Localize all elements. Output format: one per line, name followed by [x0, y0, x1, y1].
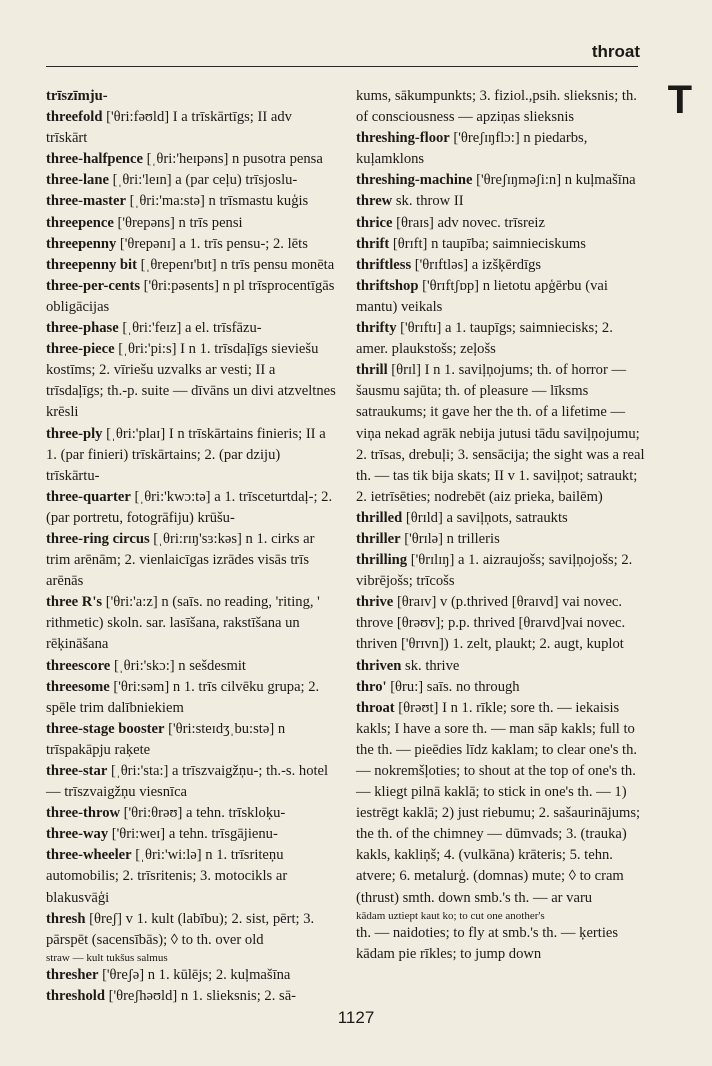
entry-definition: ['θrɪlə] n trilleris — [400, 530, 500, 547]
dictionary-entry — [46, 986, 336, 1007]
entry-headword: three-per-cents — [46, 277, 141, 294]
dictionary-entry — [46, 965, 336, 986]
dictionary-entry — [356, 909, 646, 923]
entry-definition: [θrɪl] I n 1. saviļņojums; th. of horror — šausmu sajūta; th. of pleasure — līksms satraukums; it gave her the th. of a lifetime — viņa nekad agrāk nebija jutusi tādu saviļņojumu; 2. trīsas, drebuļi; 3. sensācija; the sight was a real th. — tas tik bija skats; II v 1. saviļņot; satraukt; 2. ietrīsēties; nodrebēt (aiz prieka, bailēm) — [356, 362, 645, 505]
entry-headword: threw — [356, 193, 393, 210]
entry-headword: three-quarter — [46, 488, 131, 505]
entry-definition: [ˌθri:rɪŋ'sɜ:kəs] n 1. cirks ar trim arēnām; 2. vienlaicīgas izrādes visās trīs arēnās — [46, 530, 315, 590]
dictionary-entry — [46, 487, 336, 529]
entry-definition: [ˌθri:'ma:stə] n trīsmastu kuģis — [125, 193, 309, 210]
dictionary-entry — [356, 170, 646, 191]
entry-headword: threepence — [46, 214, 114, 231]
dictionary-entry — [46, 424, 336, 487]
dictionary-entry — [356, 677, 646, 698]
entry-headword: three-ring circus — [46, 530, 150, 547]
dictionary-entry — [356, 255, 646, 276]
entry-definition: ['θri:'a:z] n (saīs. no reading, 'riting, ' rithmetic) skoln. sar. lasīšana, rakstīšana un rēķināšana — [46, 594, 320, 653]
entry-headword: three-piece — [46, 341, 115, 358]
entry-definition: [ˌθri:'leɪn] a (par ceļu) trīsjoslu- — [108, 172, 298, 189]
entry-headword: thrice — [356, 214, 393, 231]
dictionary-entry — [46, 276, 336, 318]
entry-definition: [θrɪft] n taupība; saimnieciskums — [389, 235, 586, 252]
entry-definition: ['θrepənɪ] a 1. trīs pensu-; 2. lēts — [116, 235, 308, 252]
dictionary-entry — [46, 149, 336, 170]
entry-headword: throat — [356, 699, 395, 716]
entry-definition: ['θri:səm] n 1. trīs cilvēku grupa; 2. spēle trim dalībniekiem — [46, 678, 320, 716]
header-rule — [46, 66, 638, 67]
entry-headword: three-master — [46, 193, 126, 210]
right-column — [356, 86, 646, 965]
dictionary-entry — [356, 318, 646, 360]
entry-headword: thriftshop — [356, 277, 419, 294]
dictionary-entry — [356, 592, 646, 655]
entry-definition: th. — naidoties; to fly at smb.'s th. — ķerties kādam pie rīkles; to jump down — [356, 924, 619, 962]
dictionary-entry — [46, 845, 336, 908]
dictionary-entry — [356, 128, 646, 170]
entry-definition: ['θreʃhəʊld] n 1. slieksnis; 2. sā- — [104, 987, 297, 1004]
entry-definition: [ˌθri:'pi:s] I n 1. trīsdaļīgs sieviešu kostīms; 2. vīriešu uzvalks ar vesti; II a trīsdaļīgs; th.-p. suite — dīvāns un divi atzveltnes krēsli — [46, 341, 336, 421]
dictionary-entry — [46, 191, 336, 212]
entry-definition: straw — kult tukšus salmus — [46, 951, 168, 964]
entry-headword: thriven — [356, 657, 402, 674]
entry-definition: [θraɪv] v (p.thrived [θraɪvd] vai novec. throve [θrəʊv]; p.p. thrived [θraɪvd]vai novec. thriven ['θrɪvn]) 1. zelt, plaukt; 2. augt, kuplot — [356, 594, 626, 653]
entry-headword: threepenny bit — [46, 256, 137, 273]
entry-headword: thriller — [356, 530, 401, 547]
entry-definition: [ˌθri:'plaɪ] I n trīskārtains finieris; II a 1. (par finieri) trīskārtains; 2. (par dziju) trīskārtu- — [46, 425, 326, 484]
entry-definition: ['θrɪlɪŋ] a 1. aizraujošs; saviļņojošs; 2. vibrējošs; trīcošs — [356, 552, 633, 590]
entry-definition: sk. throw II — [392, 193, 464, 210]
entry-definition: ['θreʃə] n 1. kūlējs; 2. kuļmašīna — [98, 966, 291, 983]
dictionary-entry — [356, 276, 646, 318]
entry-definition: [θru:] saīs. no through — [386, 678, 520, 695]
running-head: throat — [591, 42, 640, 61]
entry-definition: ['θrepəns] n trīs pensi — [113, 214, 243, 231]
entry-definition: ['θri:pəsents] n pl trīsprocentīgās obligācijas — [46, 277, 335, 315]
dictionary-entry — [46, 677, 336, 719]
entry-headword: three-phase — [46, 320, 119, 337]
dictionary-entry — [46, 909, 336, 951]
entry-definition: [θrəʊt] I n 1. rīkle; sore th. — iekaisis kakls; I have a sore th. — man sāp kakls; full to the th. — pieēdies līdz kaklam; to clear one's th. — nokremšļoties; to shout at the top of one's th. — kliegt pilnā kaklā; to stick in one's th. — 1) iestrēgt kaklā; 2) just riebumu; 2. sašaurinājums; the th. of the chimney — dūmvads; 3. (trauka) kakls, kakliņš; 4. (vulkāna) krāteris; 5. tehn. atvere; 6. metalurģ. (domnas) mute; ◊ to cram (thrust) smth. down smb.'s th. — ar varu — [356, 699, 641, 906]
thumb-index-letter: T — [667, 78, 692, 122]
entry-definition: [θreʃ] v 1. kult (labību); 2. sist, pērt; 3. pārspēt (sacensībās); ◊ to th. over old — [46, 910, 315, 948]
dictionary-entry — [356, 698, 646, 909]
entry-definition: [θraɪs] adv novec. trīsreiz — [392, 214, 545, 231]
entry-definition: ['θri:θrəʊ] a tehn. trīskloķu- — [120, 805, 286, 822]
entry-headword: thrifty — [356, 320, 397, 337]
dictionary-entry — [356, 529, 646, 550]
entry-headword: thriftless — [356, 256, 412, 273]
entry-definition: sk. thrive — [401, 657, 460, 674]
entry-definition: ['θrɪftɪ] a 1. taupīgs; saimniecisks; 2. amer. plaukstošs; zeļošs — [356, 320, 613, 358]
dictionary-entry — [356, 360, 646, 508]
entry-definition: [ˌθri:'heɪpəns] n pusotra pensa — [143, 151, 323, 168]
entry-definition: ['θri:steɪdʒˌbu:stə] n trīspakāpju raķete — [46, 720, 286, 758]
left-column — [46, 86, 336, 1007]
entry-headword: three-stage booster — [46, 720, 165, 737]
dictionary-entry — [46, 234, 336, 255]
dictionary-entry — [46, 803, 336, 824]
entry-definition: ['θri:weɪ] a tehn. trīsgājienu- — [108, 826, 278, 843]
dictionary-entry — [46, 592, 336, 655]
entry-definition: kums, sākumpunkts; 3. fiziol.,psih. slieksnis; th. of consciousness — apziņas slieksnis — [356, 88, 637, 126]
dictionary-entry — [356, 550, 646, 592]
dictionary-entry — [46, 824, 336, 845]
entry-headword: threesome — [46, 678, 110, 695]
entry-headword: thrift — [356, 235, 390, 252]
entry-headword: thresh — [46, 910, 86, 927]
entry-definition: [ˌθri:'skɔ:] n sešdesmit — [110, 657, 246, 674]
entry-headword: three-star — [46, 763, 108, 779]
entry-headword: threshing-floor — [356, 130, 450, 147]
entry-headword: three-wheeler — [46, 847, 132, 864]
entry-headword: three-throw — [46, 805, 121, 822]
dictionary-entry — [46, 170, 336, 191]
dictionary-entry — [356, 656, 646, 677]
entry-headword: threshing-machine — [356, 172, 473, 189]
dictionary-entry — [46, 339, 336, 423]
entry-headword: thro' — [356, 678, 387, 695]
dictionary-entry — [356, 923, 646, 965]
entry-headword: three-halfpence — [46, 151, 143, 168]
entry-definition: ['θrɪftʃɒp] n lietotu apģērbu (vai mantu) veikals — [356, 277, 608, 315]
entry-definition: ['θreʃɪŋməʃi:n] n kuļmašīna — [472, 172, 636, 189]
dictionary-entry — [46, 719, 336, 761]
entry-headword: thrive — [356, 594, 394, 611]
entry-definition: [θrɪld] a saviļņots, satraukts — [402, 509, 568, 526]
entry-definition: kādam uztiept kaut ko; to cut one another's — [356, 909, 545, 922]
entry-definition: ['θrɪftləs] a izšķērdīgs — [411, 256, 542, 273]
dictionary-entry — [356, 508, 646, 529]
dictionary-entry — [46, 107, 336, 149]
entry-headword: three-ply — [46, 425, 103, 442]
page-number: 1127 — [337, 1008, 375, 1027]
dictionary-entry — [46, 529, 336, 592]
entry-headword: threescore — [46, 657, 111, 674]
dictionary-entry — [46, 86, 336, 107]
entry-definition: ['θri:fəʊld] I a trīskārtīgs; II adv trīskārt — [46, 109, 292, 147]
entry-headword: three-way — [46, 826, 109, 843]
entry-definition: [ˌθri:'wi:lə] n 1. trīsriteņu automobilis; 2. trīsritenis; 3. motocikls ar blakusvāģi — [46, 847, 288, 906]
entry-definition: [ˌθri:'kwɔ:tə] a 1. trīsceturtdaļ-; 2. (par portretu, fotogrāfiju) krūšu- — [46, 488, 333, 526]
dictionary-entry — [46, 951, 336, 965]
entry-headword: three R's — [46, 594, 103, 611]
dictionary-entry — [356, 234, 646, 255]
entry-definition: [ˌθri:'sta:] a trīszvaigžņu-; th.-s. hotel — trīszvaigžņu viesnīca — [46, 763, 329, 801]
entry-headword: trīszīmju- — [46, 88, 108, 104]
dictionary-entry — [356, 213, 646, 234]
dictionary-entry — [46, 761, 336, 803]
dictionary-entry — [356, 86, 646, 128]
entry-headword: threefold — [46, 109, 103, 126]
dictionary-entry — [46, 213, 336, 234]
entry-headword: thrill — [356, 362, 388, 379]
entry-definition: ['θreʃɪŋflɔ:] n piedarbs, kuļamklons — [356, 130, 588, 168]
dictionary-entry — [356, 191, 646, 212]
entry-definition: [ˌθrepenɪ'bɪt] n trīs pensu monēta — [136, 256, 335, 273]
entry-headword: threshold — [46, 987, 105, 1004]
dictionary-entry — [46, 656, 336, 677]
entry-headword: thrilled — [356, 509, 403, 526]
entry-headword: three-lane — [46, 172, 109, 189]
entry-headword: threepenny — [46, 235, 117, 252]
entry-headword: thrilling — [356, 552, 408, 569]
dictionary-entry — [46, 255, 336, 276]
entry-definition: [ˌθri:'feɪz] a el. trīsfāzu- — [118, 320, 262, 337]
dictionary-entry — [46, 318, 336, 339]
entry-headword: thresher — [46, 966, 99, 983]
